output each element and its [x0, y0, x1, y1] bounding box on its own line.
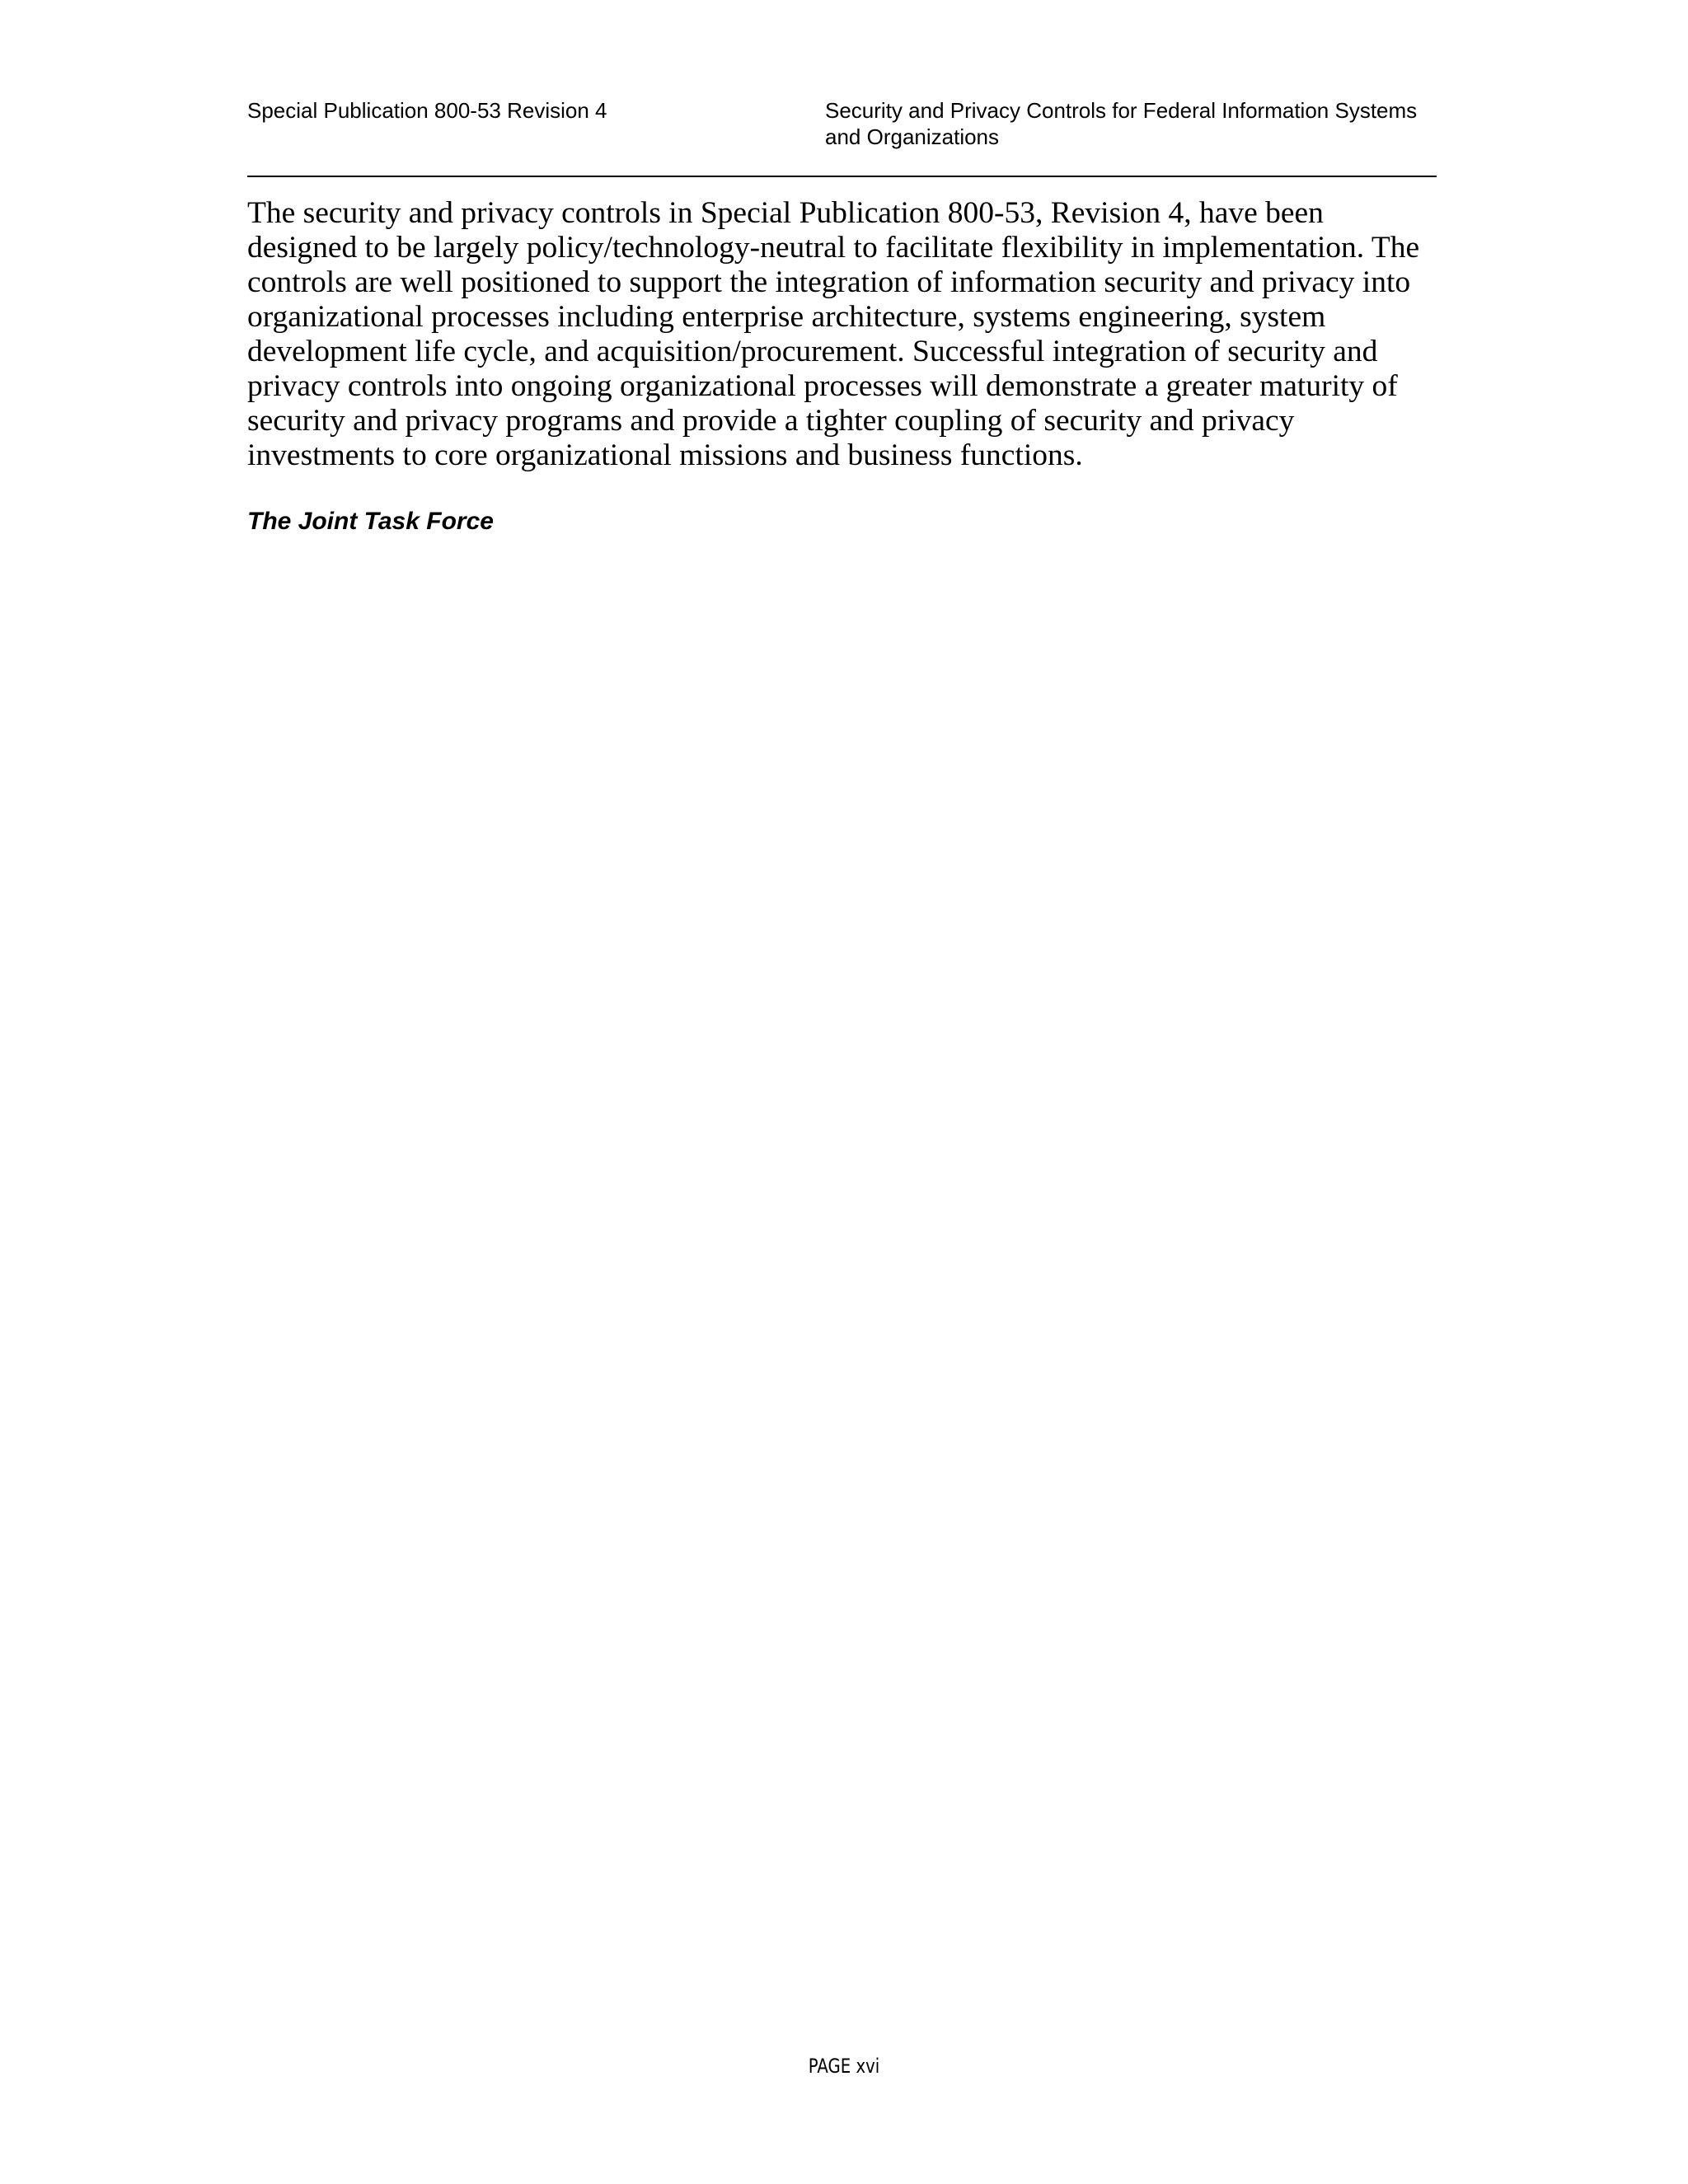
signature-line: The Joint Task Force: [247, 508, 494, 535]
running-header-publication: Special Publication 800-53 Revision 4: [247, 98, 607, 123]
running-header-title: Security and Privacy Controls for Federal Information Systems and Organizations: [825, 98, 1418, 149]
page-number: PAGE xvi: [808, 2055, 880, 2078]
header-divider: [247, 176, 1437, 177]
body-paragraph: The security and privacy controls in Special Publication 800-53, Revision 4, have been designed to be largely policy/technology-neutral to facilitate flexibility in implementation. The controls are well positioned to support the integration of information security and privacy into organizational processes including enterprise architecture, systems engineering, system development life cycle, and acquisition/procurement. Successful integration of security and privacy controls into ongoing organizational processes will demonstrate a greater maturity of security and privacy programs and provide a tighter coupling of security and privacy investments to core organizational missions and business functions.: [247, 196, 1420, 472]
